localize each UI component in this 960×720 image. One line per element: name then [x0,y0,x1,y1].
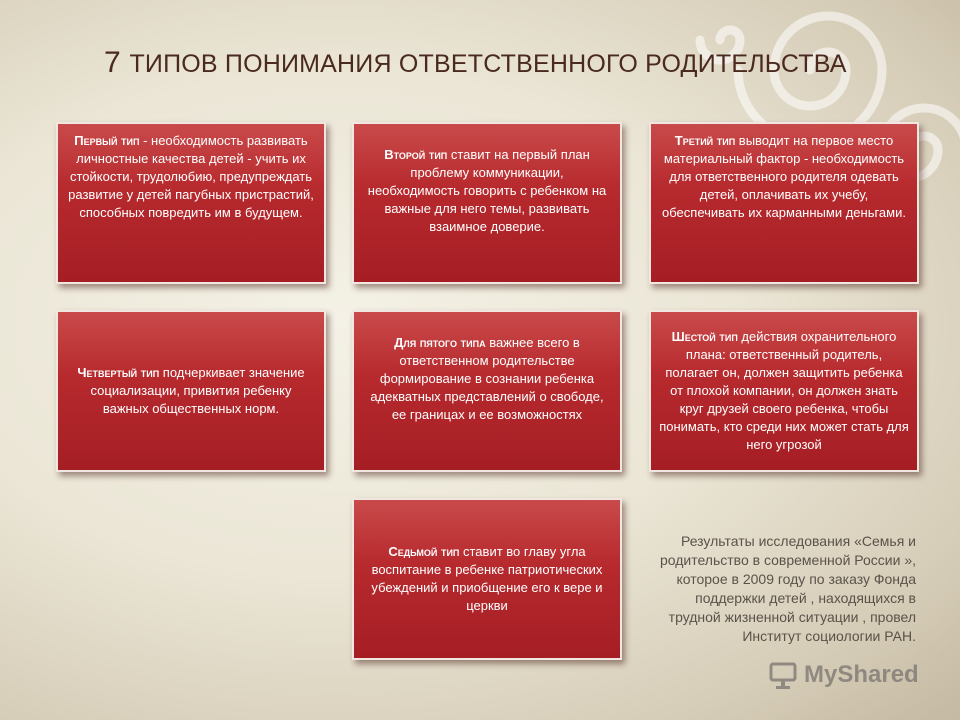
card-body: важнее всего в ответственном родительстве формирование в сознании ребенка адекватных представлений о свободе, ее границах и ее возможностях [370,335,604,422]
watermark-text: MyShared [804,661,919,688]
type-card-5 [352,310,622,472]
presentation-icon [768,660,798,690]
type-card-1 [56,122,326,284]
card-lead: Седьмой тип [388,544,460,559]
card-lead: Четвертый тип [77,365,160,380]
title-number: 7 [104,46,121,79]
card-lead: Второй тип [384,147,448,162]
card-body: подчеркивает значение социализации, привития ребенку важных общественных норм. [90,365,305,416]
type-card-4 [56,310,326,472]
research-note: Результаты исследования «Семья и родительство в современной России », которое в 2009 году по заказу Фонда поддержки детей , находящихся в трудной жизненной ситуации , провел Институт социологии РАН. [659,533,916,644]
type-card-7 [352,498,622,660]
watermark [768,660,919,690]
card-body: - необходимость развивать личностные качества детей - учить их стойкости, трудолюбию, предупреждать развитие у детей пагубных пристрастий, способных повредить им в будущем. [68,133,314,220]
card-lead: Первый тип [74,133,140,148]
type-card-3 [649,122,919,284]
page-title [104,46,847,80]
card-body: выводит на первое место материальный фактор - необходимость для ответственного родителя одевать детей, оплачивать их учебу, обеспечивать их карманными деньгами. [662,133,906,220]
card-body: действия охранительного плана: ответственный родитель, полагает он, должен защитить ребенка от плохой компании, он должен знать круг друзей своего ребенка, чтобы понимать, кто среди них может стать для него угрозой [659,329,909,452]
card-body: ставит на первый план проблему коммуникации, необходимость говорить с ребенком на важные для него темы, развивать взаимное доверие. [367,147,607,234]
type-card-2 [352,122,622,284]
card-body: ставит во главу угла воспитание в ребенке патриотических убеждений и приобщение его к вере и церкви [371,544,603,613]
card-lead: Шестой тип [671,329,738,344]
card-lead: Для пятого типа [394,335,486,350]
title-text: ТИПОВ ПОНИМАНИЯ ОТВЕТСТВЕННОГО РОДИТЕЛЬСТВА [129,50,847,78]
type-card-6 [649,310,919,472]
card-lead: Третий тип [674,133,736,148]
